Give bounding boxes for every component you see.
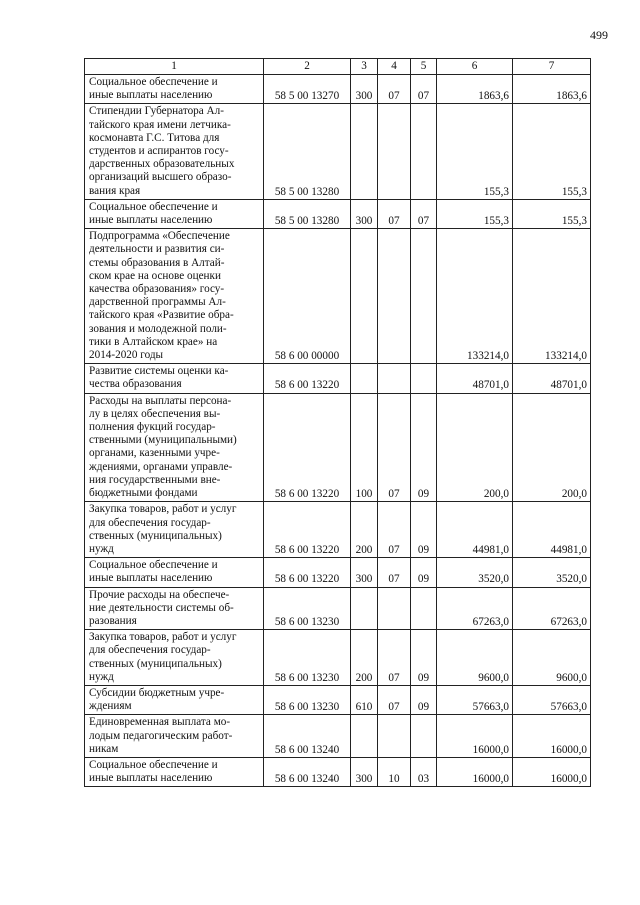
section-cell: 07	[378, 630, 411, 686]
row-name-line: Социальное обеспечение и	[89, 559, 218, 572]
target-code-cell: 58 6 00 13220	[264, 502, 351, 558]
subsection-cell	[411, 229, 437, 364]
subsection-cell	[411, 104, 437, 199]
table-row	[85, 715, 591, 758]
row-name	[85, 229, 264, 364]
row-name-line: Расходы на выплаты персона-	[89, 394, 232, 407]
row-name-line: иные выплаты населению	[89, 772, 213, 785]
subsection-cell	[411, 715, 437, 758]
amount-cell: 1863,6	[437, 75, 513, 104]
row-name-line: Социальное обеспечение и	[89, 758, 218, 771]
amount-total-cell: 16000,0	[513, 757, 591, 786]
row-name-line: деятельности и развития си-	[89, 243, 225, 256]
subsection-cell: 03	[411, 757, 437, 786]
subsection-cell	[411, 364, 437, 393]
table-row	[85, 75, 591, 104]
row-name-line: Единовременная выплата мо-	[89, 716, 231, 729]
section-cell: 07	[378, 199, 411, 228]
expense-type-cell	[351, 229, 378, 364]
row-name-line: тики в Алтайском крае» на	[89, 335, 218, 348]
subsection-cell	[411, 587, 437, 630]
row-name-line: Закупка товаров, работ и услуг	[89, 631, 237, 644]
row-name	[85, 393, 264, 502]
row-name-line: ственными (муниципальными)	[89, 434, 237, 447]
amount-total-cell: 16000,0	[513, 715, 591, 758]
row-name-line: лодым педагогическим работ-	[89, 729, 233, 742]
target-code-cell: 58 6 00 13220	[264, 393, 351, 502]
table-row	[85, 104, 591, 199]
header-cell: 1	[85, 59, 264, 75]
amount-total-cell: 67263,0	[513, 587, 591, 630]
row-name-line: 2014-2020 годы	[89, 349, 164, 362]
expense-type-cell: 200	[351, 630, 378, 686]
row-name-line: бюджетными фондами	[89, 487, 198, 500]
subsection-cell: 07	[411, 199, 437, 228]
row-name	[85, 685, 264, 714]
row-name-line: нужд	[89, 670, 114, 683]
row-name-line: ждениям	[89, 700, 132, 713]
expense-type-cell	[351, 587, 378, 630]
row-name-line: стемы образования в Алтай-	[89, 256, 225, 269]
section-cell	[378, 715, 411, 758]
table-row	[85, 630, 591, 686]
target-code-cell: 58 6 00 13220	[264, 364, 351, 393]
row-name-line: иные выплаты населению	[89, 214, 213, 227]
row-name-line: иные выплаты населению	[89, 89, 213, 102]
section-cell	[378, 104, 411, 199]
section-cell	[378, 229, 411, 364]
table-row	[85, 502, 591, 558]
row-name-line: ственных (муниципальных)	[89, 529, 222, 542]
row-name-line: студентов и аспирантов госу-	[89, 145, 229, 158]
row-name-line: Социальное обеспечение и	[89, 200, 218, 213]
budget-table	[84, 58, 591, 787]
subsection-cell: 09	[411, 502, 437, 558]
row-name-line: Подпрограмма «Обеспечение	[89, 230, 230, 243]
row-name-line: ние деятельности системы об-	[89, 601, 234, 614]
row-name	[85, 364, 264, 393]
section-cell: 07	[378, 502, 411, 558]
row-name-line: ждениями, органами управле-	[89, 460, 233, 473]
section-cell	[378, 364, 411, 393]
row-name-line: тайского края «Развитие обра-	[89, 309, 234, 322]
amount-total-cell: 3520,0	[513, 558, 591, 587]
table-row	[85, 364, 591, 393]
amount-total-cell: 9600,0	[513, 630, 591, 686]
subsection-cell: 09	[411, 685, 437, 714]
row-name-line: никам	[89, 742, 119, 755]
row-name-line: дарственных образовательных	[89, 158, 235, 171]
target-code-cell: 58 6 00 13230	[264, 685, 351, 714]
amount-cell: 16000,0	[437, 715, 513, 758]
target-code-cell: 58 5 00 13270	[264, 75, 351, 104]
row-name-line: Стипендии Губернатора Ал-	[89, 105, 224, 118]
amount-cell: 133214,0	[437, 229, 513, 364]
row-name-line: вания края	[89, 184, 141, 197]
subsection-cell: 09	[411, 630, 437, 686]
amount-cell: 67263,0	[437, 587, 513, 630]
header-cell: 7	[513, 59, 591, 75]
section-cell: 10	[378, 757, 411, 786]
target-code-cell: 58 6 00 13220	[264, 558, 351, 587]
amount-cell: 155,3	[437, 199, 513, 228]
row-name	[85, 199, 264, 228]
row-name-line: Закупка товаров, работ и услуг	[89, 503, 237, 516]
row-name-line: органами, казенными учре-	[89, 447, 220, 460]
table-row	[85, 757, 591, 786]
expense-type-cell: 300	[351, 199, 378, 228]
row-name	[85, 757, 264, 786]
header-cell: 3	[351, 59, 378, 75]
table-row	[85, 558, 591, 587]
row-name-line: чества образования	[89, 378, 182, 391]
expense-type-cell: 300	[351, 757, 378, 786]
target-code-cell: 58 6 00 13240	[264, 757, 351, 786]
header-cell: 4	[378, 59, 411, 75]
table-row	[85, 199, 591, 228]
row-name-line: Социальное обеспечение и	[89, 76, 218, 88]
row-name-line: ственных (муниципальных)	[89, 657, 222, 670]
row-name-line: дарственной программы Ал-	[89, 296, 226, 309]
row-name-line: полнения фукций государ-	[89, 421, 216, 434]
row-name-line: разования	[89, 614, 137, 627]
amount-total-cell: 1863,6	[513, 75, 591, 104]
subsection-cell: 07	[411, 75, 437, 104]
amount-total-cell: 57663,0	[513, 685, 591, 714]
amount-cell: 48701,0	[437, 364, 513, 393]
expense-type-cell: 610	[351, 685, 378, 714]
row-name-line: зования и молодежной поли-	[89, 322, 227, 335]
expense-type-cell: 100	[351, 393, 378, 502]
row-name	[85, 715, 264, 758]
row-name-line: Прочие расходы на обеспече-	[89, 588, 230, 601]
row-name-line: ния государственными вне-	[89, 473, 221, 486]
target-code-cell: 58 6 00 13230	[264, 630, 351, 686]
expense-type-cell	[351, 715, 378, 758]
header-cell: 6	[437, 59, 513, 75]
amount-total-cell: 200,0	[513, 393, 591, 502]
amount-cell: 9600,0	[437, 630, 513, 686]
section-cell: 07	[378, 75, 411, 104]
subsection-cell: 09	[411, 558, 437, 587]
expense-type-cell	[351, 364, 378, 393]
header-cell: 5	[411, 59, 437, 75]
amount-cell: 44981,0	[437, 502, 513, 558]
page-number: 499	[590, 28, 608, 42]
amount-cell: 155,3	[437, 104, 513, 199]
row-name	[85, 558, 264, 587]
target-code-cell: 58 6 00 00000	[264, 229, 351, 364]
row-name-line: Развитие системы оценки ка-	[89, 365, 229, 378]
target-code-cell: 58 5 00 13280	[264, 104, 351, 199]
row-name-line: организаций высшего образо-	[89, 171, 232, 184]
row-name	[85, 75, 264, 104]
amount-total-cell: 155,3	[513, 199, 591, 228]
row-name-line: тайского края имени летчика-	[89, 118, 231, 131]
expense-type-cell: 300	[351, 558, 378, 587]
amount-cell: 200,0	[437, 393, 513, 502]
amount-cell: 57663,0	[437, 685, 513, 714]
row-name-line: для обеспечения государ-	[89, 516, 211, 529]
amount-total-cell: 44981,0	[513, 502, 591, 558]
header-cell: 2	[264, 59, 351, 75]
row-name-line: нужд	[89, 542, 114, 555]
amount-total-cell: 155,3	[513, 104, 591, 199]
section-cell: 07	[378, 685, 411, 714]
target-code-cell: 58 5 00 13280	[264, 199, 351, 228]
row-name-line: космонавта Г.С. Титова для	[89, 131, 220, 144]
section-cell: 07	[378, 558, 411, 587]
amount-total-cell: 133214,0	[513, 229, 591, 364]
expense-type-cell	[351, 104, 378, 199]
expense-type-cell: 300	[351, 75, 378, 104]
subsection-cell: 09	[411, 393, 437, 502]
row-name-line: Субсидии бюджетным учре-	[89, 686, 225, 699]
table-row	[85, 229, 591, 364]
amount-cell: 3520,0	[437, 558, 513, 587]
section-cell: 07	[378, 393, 411, 502]
row-name	[85, 587, 264, 630]
table-row	[85, 685, 591, 714]
target-code-cell: 58 6 00 13230	[264, 587, 351, 630]
row-name	[85, 104, 264, 199]
row-name	[85, 502, 264, 558]
row-name-line: лу в целях обеспечения вы-	[89, 407, 221, 420]
row-name-line: ском крае на основе оценки	[89, 269, 221, 282]
table-row	[85, 587, 591, 630]
row-name-line: иные выплаты населению	[89, 572, 213, 585]
row-name-line: для обеспечения государ-	[89, 644, 211, 657]
expense-type-cell: 200	[351, 502, 378, 558]
table-row	[85, 393, 591, 502]
row-name	[85, 630, 264, 686]
amount-cell: 16000,0	[437, 757, 513, 786]
row-name-line: качества образования» госу-	[89, 283, 225, 296]
table-header-row	[85, 59, 591, 75]
target-code-cell: 58 6 00 13240	[264, 715, 351, 758]
amount-total-cell: 48701,0	[513, 364, 591, 393]
section-cell	[378, 587, 411, 630]
